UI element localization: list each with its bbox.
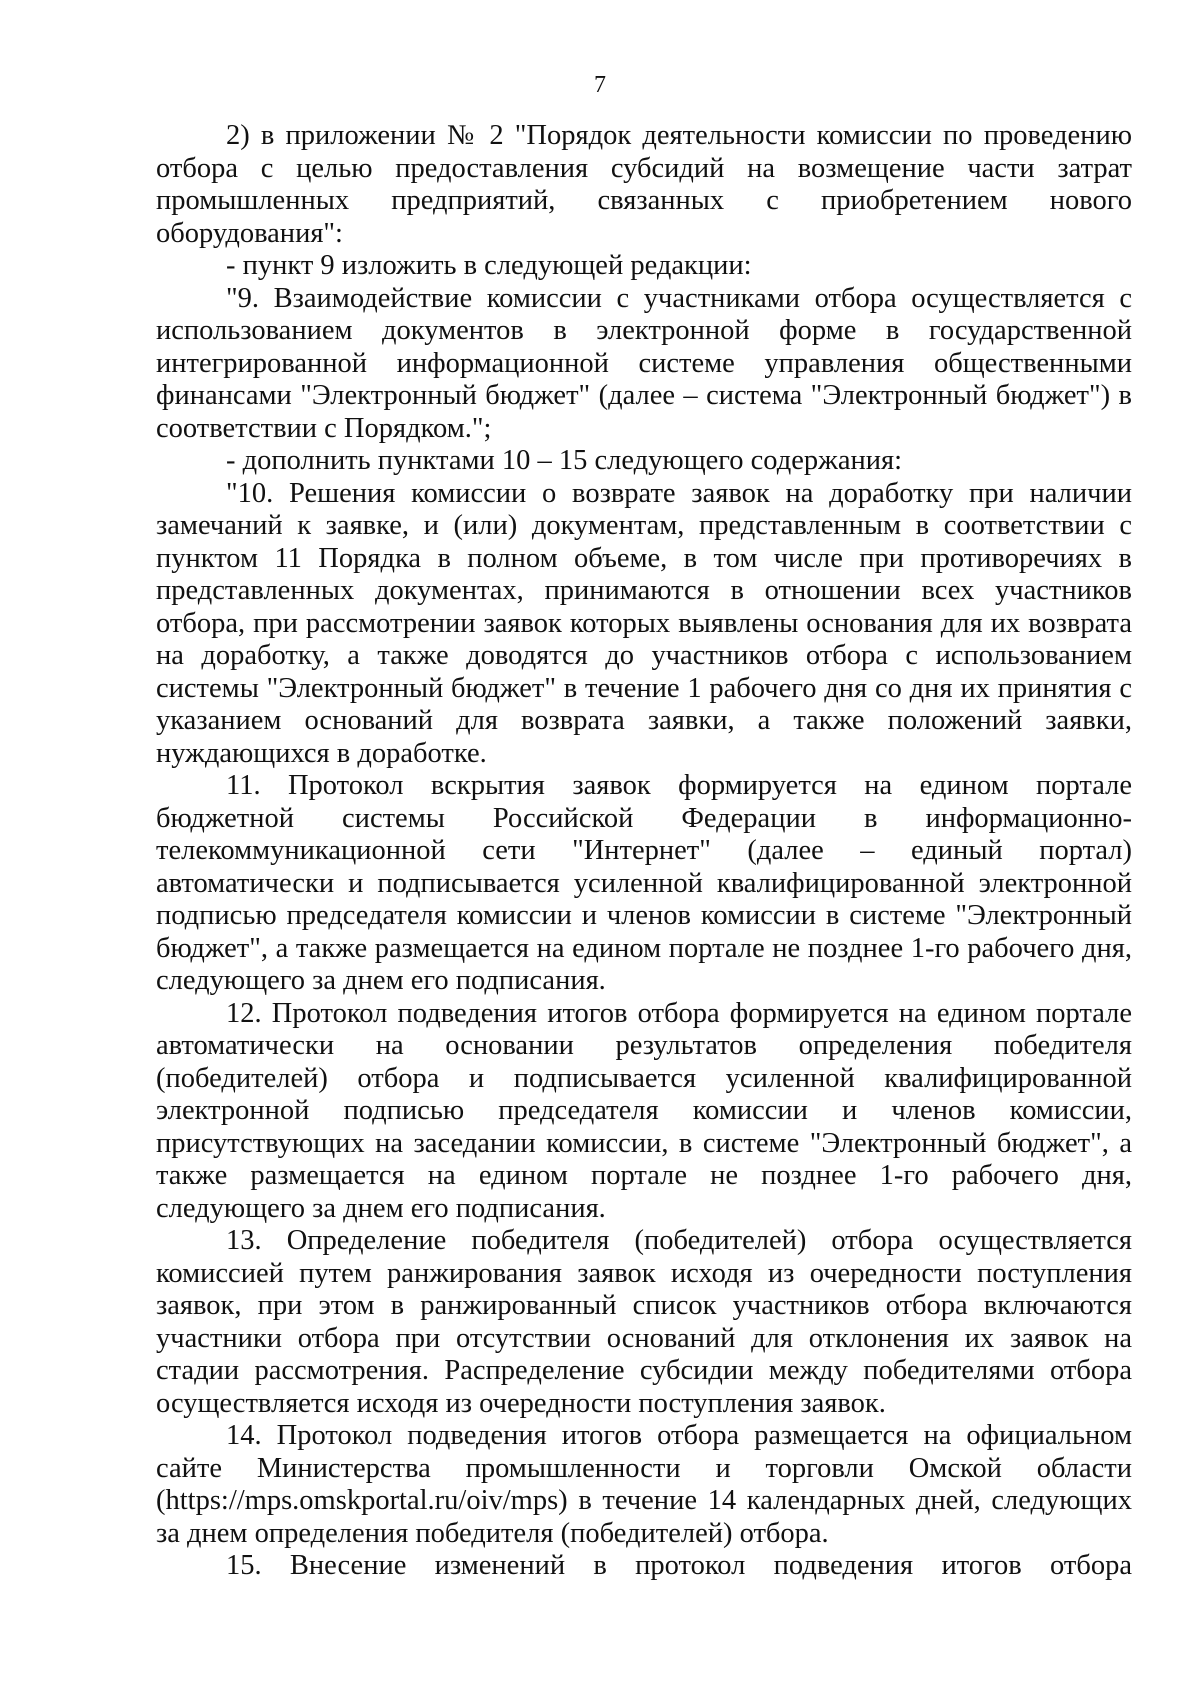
paragraph-points-10-15-instruction: - дополнить пунктами 10 – 15 следующего содержания: (226, 445, 902, 476)
paragraph-point-10: "10. Решения комиссии о возврате заявок на доработку при наличии замечаний к заявке, и (или) документам, представленным в соответствии с пунктом 11 Порядка в полном объеме, в том числе при противоречиях в представленных документах, принимаются в отношении всех участников отбора, при рассмотрении заявок которых выявлены основания для их возврата на доработку, а также доводятся до участников отбора с использованием системы "Электронный бюджет" в течение 1 рабочего дня со дня их принятия с указанием оснований для возврата заявки, а также положений заявки, нуждающихся в доработке. (156, 477, 1132, 769)
page-number: 7 (594, 72, 606, 98)
paragraph-point-12: 12. Протокол подведения итогов отбора формируется на едином портале автоматически на основании результатов определения победителя (победителей) отбора и подписывается усиленной квалифицированной электронной подписью председателя комиссии и членов комиссии, присутствующих на заседании комиссии, в системе "Электронный бюджет", а также размещается на едином портале не позднее 1-го рабочего дня, следующего за днем его подписания. (156, 997, 1132, 1224)
paragraph-point-11: 11. Протокол вскрытия заявок формируется на едином портале бюджетной системы Российской Федерации в информационно-телекоммуникационной сети "Интернет" (далее – единый портал) автоматически и подписывается усиленной квалифицированной электронной подписью председателя комиссии и членов комиссии в системе "Электронный бюджет", а также размещается на едином портале не позднее 1-го рабочего дня, следующего за днем его подписания. (156, 770, 1132, 996)
paragraph-point-9: "9. Взаимодействие комиссии с участниками отбора осуществляется с использованием документов в электронной форме в государственной интегрированной информационной системе управления общественными финансами "Электронный бюджет" (далее – система "Электронный бюджет") в соответствии с Порядком."; (156, 282, 1132, 444)
paragraph-amendment-appendix-2: 2) в приложении № 2 "Порядок деятельности комиссии по проведению отбора с целью предоставления субсидий на возмещение части затрат промышленных предприятий, связанных с приобретением нового оборудования": (156, 120, 1132, 249)
paragraph-point-13: 13. Определение победителя (победителей) отбора осуществляется комиссией путем ранжирования заявок исходя из очередности поступления заявок, при этом в ранжированный список участников отбора включаются участники отбора при отсутствии оснований для отклонения их заявок на стадии рассмотрения. Распределение субсидии между победителями отбора осуществляется исходя из очередности поступления заявок. (156, 1225, 1132, 1419)
paragraph-point-9-instruction: - пункт 9 изложить в следующей редакции: (226, 250, 752, 281)
paragraph-point-15: 15. Внесение изменений в протокол подведения итогов отбора (226, 1550, 1132, 1581)
document-body (156, 120, 1132, 1583)
paragraph-point-14: 14. Протокол подведения итогов отбора размещается на официальном сайте Министерства промышленности и торговли Омской области (https://mps.omskportal.ru/oiv/mps) в течение 14 календарных дней, следующих за днем определения победителя (победителей) отбора. (156, 1420, 1132, 1549)
